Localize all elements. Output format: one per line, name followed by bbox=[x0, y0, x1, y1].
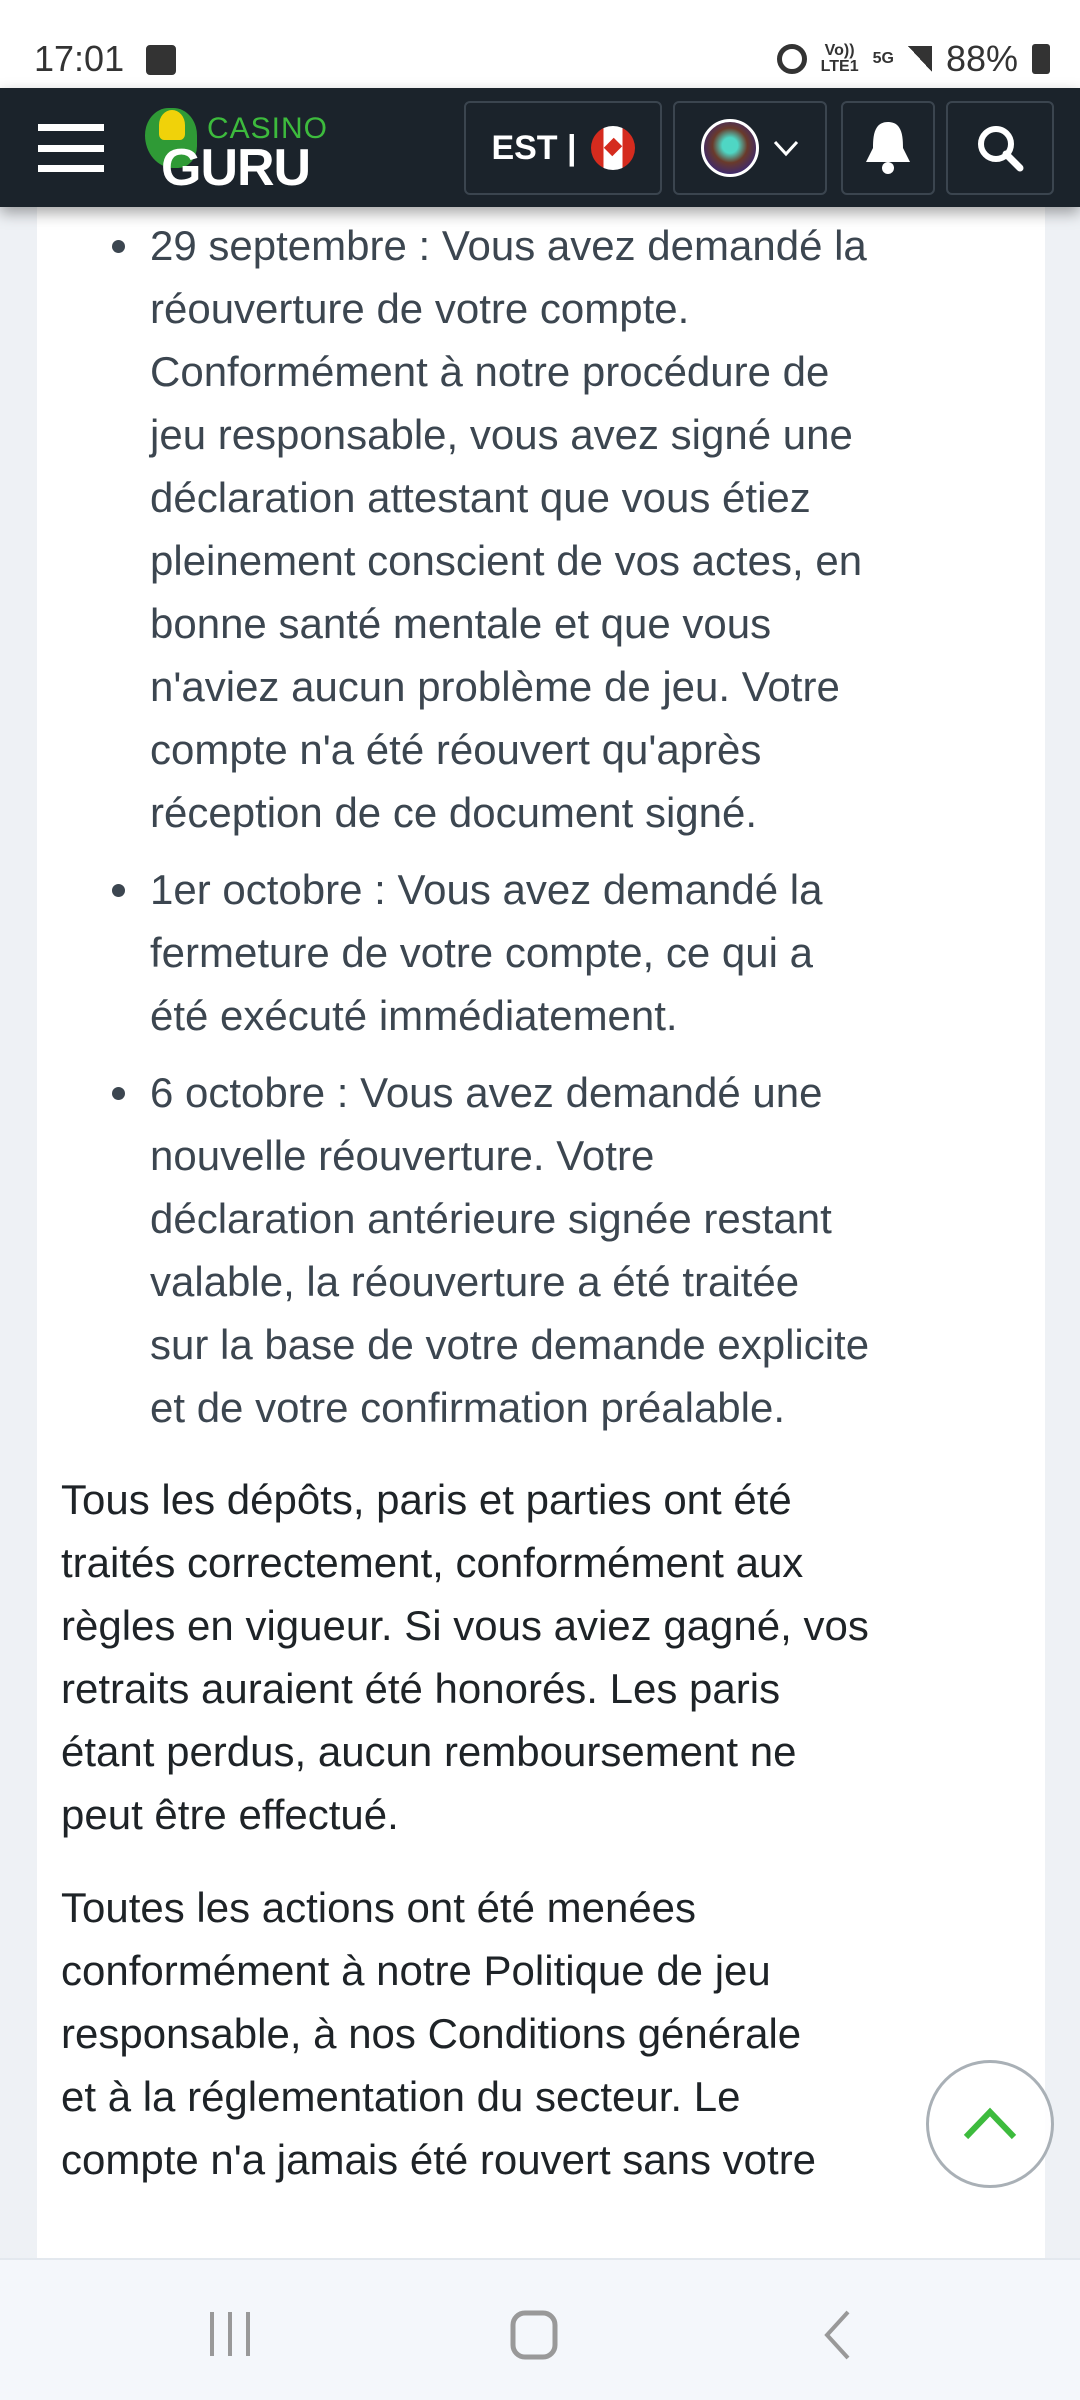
search-button[interactable] bbox=[946, 101, 1054, 195]
back-button[interactable] bbox=[822, 2310, 852, 2365]
timeline-item: 1er octobre : Vous avez demandé la fermeture de votre compte, ce qui a été exécuté immédiatement. bbox=[150, 858, 822, 1047]
search-icon bbox=[975, 123, 1025, 173]
timeline-item: 29 septembre : Vous avez demandé la réouverture de votre compte. Conformément à notre procédure de jeu responsable, vous avez signé une déclaration attestant que vous étiez pleinement conscient de vos actes, en bonne santé mentale et que vous n'aviez aucun problème de jeu. Votre compte n'a été réouvert qu'après réception de ce document signé. bbox=[150, 214, 867, 844]
avatar bbox=[701, 119, 759, 177]
system-nav-bar bbox=[0, 2258, 1080, 2400]
volte-indicator: Vo)) LTE1 bbox=[820, 42, 859, 75]
casino-guru-logo[interactable]: CASINO GURU bbox=[145, 106, 335, 190]
chevron-down-icon bbox=[773, 139, 799, 157]
timeline-item: 6 octobre : Vous avez demandé une nouvelle réouverture. Votre déclaration antérieure signée restant valable, la réouverture a été traitée sur la base de votre demande explicite et de votre confirmation préalable. bbox=[150, 1061, 869, 1439]
region-label: EST | bbox=[491, 128, 577, 167]
recent-apps-button[interactable] bbox=[208, 2310, 252, 2363]
alarm-icon bbox=[777, 44, 807, 74]
status-bar bbox=[0, 0, 1080, 88]
chevron-up-icon bbox=[962, 2107, 1018, 2141]
notifications-button[interactable] bbox=[841, 101, 935, 195]
paragraph: Toutes les actions ont été menées conformément à notre Politique de jeu responsable, à nos Conditions générale et à la réglementation du secteur. Le compte n'a jamais été rouvert sans votre bbox=[61, 1884, 817, 2183]
user-menu-button[interactable] bbox=[673, 101, 827, 195]
battery-icon bbox=[1032, 44, 1050, 74]
site-header bbox=[0, 88, 1080, 207]
canada-flag-icon bbox=[591, 126, 635, 170]
paragraph: Tous les dépôts, paris et parties ont été traités correctement, conformément aux règles en vigueur. Si vous aviez gagné, vos retraits auraient été honorés. Les paris étant perdus, aucun remboursement ne peut être effectué. bbox=[61, 1476, 869, 1838]
signal-icon bbox=[908, 46, 932, 72]
gallery-icon bbox=[146, 45, 176, 75]
region-selector-button[interactable] bbox=[464, 101, 662, 195]
bell-icon bbox=[862, 118, 914, 178]
scroll-to-top-button[interactable] bbox=[926, 2060, 1054, 2188]
network-type: 5G bbox=[872, 50, 894, 67]
spade-icon bbox=[159, 110, 185, 140]
battery-level: 88% bbox=[945, 38, 1018, 79]
menu-icon[interactable] bbox=[38, 124, 104, 172]
home-button[interactable] bbox=[510, 2310, 558, 2365]
status-time: 17:01 bbox=[34, 38, 125, 79]
